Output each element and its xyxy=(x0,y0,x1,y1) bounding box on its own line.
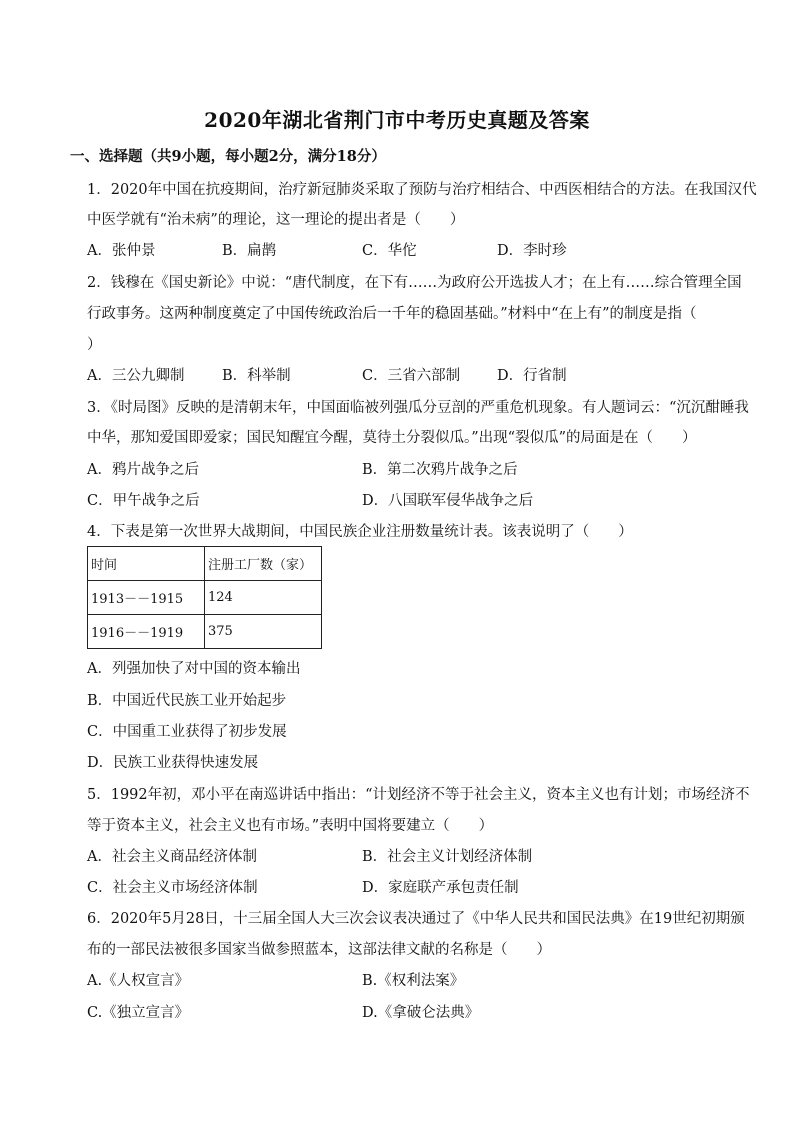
table-row xyxy=(88,581,322,615)
question-2-option-b: B．科举制 xyxy=(222,368,291,384)
question-2-line-1: 2．钱穆在《国史新论》中说：“唐代制度，在下有……为政府公开选拔人才；在上有……综合管理全国 xyxy=(87,275,742,291)
question-1-option-a: A．张仲景 xyxy=(87,243,156,259)
question-2-option-a: A．三公九卿制 xyxy=(87,368,185,384)
question-3-option-a: A．鸦片战争之后 xyxy=(87,462,199,478)
question-6-line-1: 6．2020年5月28日，十三届全国人大三次会议表决通过了《中华人民共和国民法典》在19世纪初期颁 xyxy=(87,911,745,927)
question-4-option-a: A．列强加快了对中国的资本输出 xyxy=(87,661,301,677)
page-title: 2020年湖北省荆门市中考历史真题及答案 xyxy=(204,108,590,132)
question-6-option-b: B.《权利法案》 xyxy=(362,973,465,989)
question-5-option-b: B．社会主义计划经济体制 xyxy=(362,849,533,865)
question-1-option-d: D．李时珍 xyxy=(497,243,567,259)
question-1-line-2: 中医学就有“治未病”的理论，这一理论的提出者是（ ） xyxy=(87,212,465,228)
question-5-option-d: D．家庭联产承包责任制 xyxy=(362,880,519,896)
question-4-line-1: 4．下表是第一次世界大战期间，中国民族企业注册数量统计表。该表说明了（ ） xyxy=(87,524,633,540)
question-5-line-1: 5．1992年初，邓小平在南巡讲话中指出：“计划经济不等于社会主义，资本主义也有计划；市场经济不 xyxy=(87,787,750,803)
question-2-option-d: D．行省制 xyxy=(497,368,567,384)
table-header-cell: 注册工厂数（家） xyxy=(205,547,322,581)
question-6-line-2: 布的一部民法被很多国家当做参照蓝本，这部法律文献的名称是（ ） xyxy=(87,942,551,958)
question-5-option-a: A．社会主义商品经济体制 xyxy=(87,849,257,865)
question-1-option-b: B．扁鹊 xyxy=(222,243,277,259)
question-3-line-2: 中华，那知爱国即爱家；国民知醒宜今醒，莫待土分裂似瓜。”出现“裂似瓜”的局面是在（ ） xyxy=(87,430,697,446)
question-4-option-b: B．中国近代民族工业开始起步 xyxy=(87,693,287,709)
question-4-option-c: C．中国重工业获得了初步发展 xyxy=(87,724,287,740)
question-1-line-1: 1．2020年中国在抗疫期间，治疗新冠肺炎采取了预防与治疗相结合、中西医相结合的方法。在我国汉代 xyxy=(87,182,757,198)
table-row xyxy=(88,615,322,649)
question-6-option-a: A.《人权宣言》 xyxy=(87,973,190,989)
question-1-option-c: C．华佗 xyxy=(362,243,417,259)
question-3-option-b: B．第二次鸦片战争之后 xyxy=(362,462,518,478)
table-cell: 375 xyxy=(205,615,322,649)
table-cell: 124 xyxy=(205,581,322,615)
registration-table xyxy=(87,546,322,649)
question-2-line-2: 行政事务。这两种制度奠定了中国传统政治后一千年的稳固基础。”材料中“在上有”的制度是指（ xyxy=(87,306,697,322)
question-2-line-3: ） xyxy=(87,337,102,353)
question-5-option-c: C．社会主义市场经济体制 xyxy=(87,880,258,896)
question-6-option-c: C.《独立宣言》 xyxy=(87,1005,190,1021)
table-header-cell: 时间 xyxy=(88,547,205,581)
question-2-option-c: C．三省六部制 xyxy=(362,368,461,384)
section-heading: 一、选择题（共9小题，每小题2分，满分18分） xyxy=(70,148,386,165)
question-6-option-d: D.《拿破仑法典》 xyxy=(362,1005,480,1021)
question-3-line-1: 3．《时局图》反映的是清朝末年，中国面临被列强瓜分豆剖的严重危机现象。有人题词云：“沉沉酣睡我 xyxy=(87,400,749,416)
question-3-option-c: C．甲午战争之后 xyxy=(87,493,200,509)
table-cell: 1913－－1915 xyxy=(88,581,205,615)
question-3-option-d: D．八国联军侵华战争之后 xyxy=(362,493,534,509)
table-cell: 1916－－1919 xyxy=(88,615,205,649)
table-header-row xyxy=(88,547,322,581)
question-5-line-2: 等于资本主义，社会主义也有市场。”表明中国将要建立（ ） xyxy=(87,818,494,834)
question-4-option-d: D．民族工业获得快速发展 xyxy=(87,755,259,771)
